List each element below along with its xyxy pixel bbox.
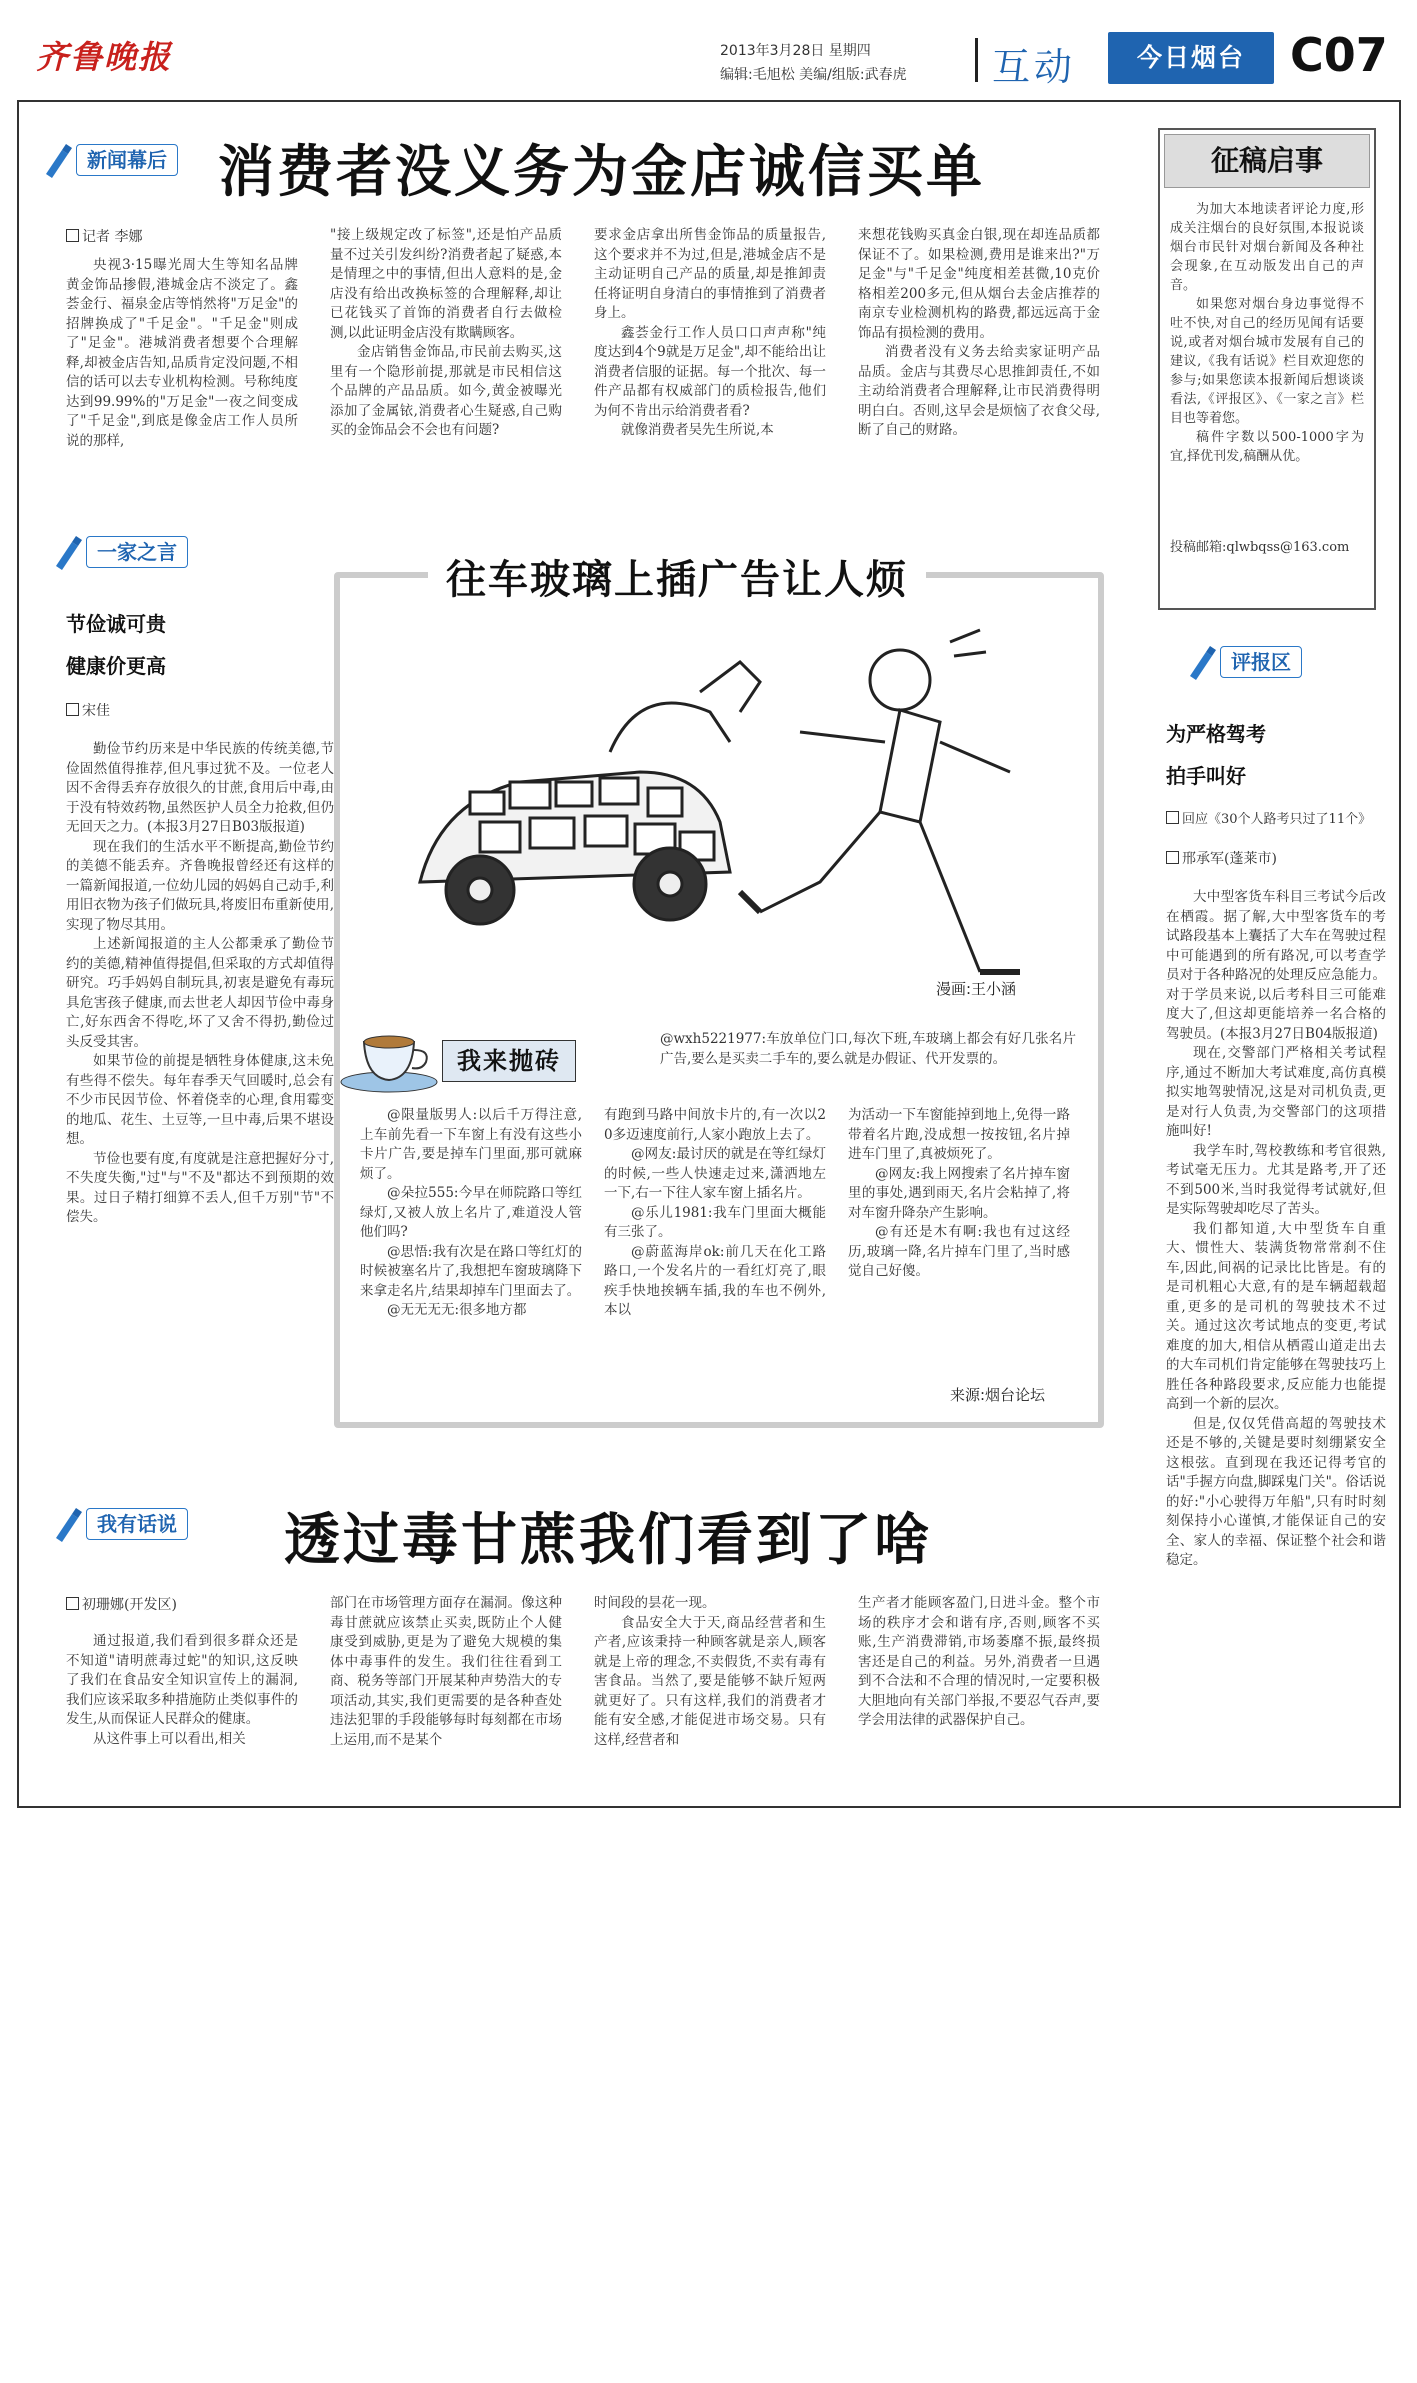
tag-label: 我有话说 — [86, 1508, 188, 1540]
article2-headline: 透过毒甘蔗我们看到了啥 — [284, 1508, 933, 1573]
issue-date: 2013年3月28日 星期四 — [720, 43, 871, 59]
pingbao-body: 大中型客货车科目三考试今后改在栖霞。据了解,大中型客货车的考试路段基本上囊括了大车在驾驶过程中可能遇到的所有路况,可以考查学员对于各种路况的处理反应急能力。对于学员来说,以后考科目三可能难度大了,但这却更能培养一名合格的驾驶员。(本报3月27日B04版报道) 现在,交警部门严格相关考试程序,通过不断加大考试难度,高仿真模拟实地驾驶情况,这是对司机负责,更是对行人负责,为交警部门的这项措施叫好! 我学车时,驾校教练和考官很熟,考试毫无压力。尤其是路考,开了还不到500米,当时我觉得考试就好,但是实际驾驶却吃尽了苦头。 我们都知道,大中型货车自重大、惯性大、装满货物常常刹不住车,因此,间祸的记录比比皆是。有的是司机粗心大意,有的是车辆超载超重,更多的是司机的驾驶技术不过关。通过这次考试地点的变更,考试难度的加大,相信从栖霞山道走出去的大车司机们肯定能够在驾驶技巧上胜任各种路段要求,反应能力也能提高到一个新的层次。 但是,仅仅凭借高超的驾驶技术还是不够的,关键是要时刻绷紧安全这根弦。直到现在我还记得考官的话"手握方向盘,脚踩鬼门关"。俗话说的好:"小心驶得万年船",只有时时刻刻保持小心谨慎,才能保证自己的安全、家人的幸福、保证整个社会和谐稳定。 — [1166, 889, 1386, 1568]
yijia-title-line1: 节俭诚可贵 — [66, 612, 166, 636]
pingbao-title-line2: 拍手叫好 — [1166, 764, 1246, 788]
notice-email[interactable]: 投稿邮箱:qlwbqss@163.com — [1170, 540, 1350, 555]
page-number: C07 — [1290, 28, 1388, 82]
cartoon-credit: 漫画:王小涵 — [936, 980, 1017, 998]
article1-column-2: "接上级规定改了标签",还是怕产品质量不过关引发纠纷?消费者起了疑惑,本是情理之中的事情,但出人意料的是,金店没有给出改换标签的合理解释,却让已花钱买了首饰的消费者自行去做检测,以此证明金店没有欺瞒顾客。 金店销售金饰品,市民前去购买,这里有一个隐形前提,那就是市民相信这个品牌的产品品质。如今,黄金被曝光添加了金属铱,消费者心生疑惑,自己购买的金饰品会不会也有问题? — [330, 227, 562, 438]
article1-headline: 消费者没义务为金店诚信买单 — [218, 140, 985, 205]
article2-author: 初珊娜(开发区) — [66, 1594, 177, 1614]
tag-label: 新闻幕后 — [76, 144, 178, 176]
feature-column-3: 为活动一下车窗能掉到地上,免得一路带着名片跑,没成想一按按钮,名片掉进车门里了,真被烦死了。 @网友:我上网搜索了名片掉车窗里的事处,遇到雨天,名片会粘掉了,将对车窗升降杂产生影响。 @有还是木有啊:我也有过这经历,玻璃一降,名片掉车门里了,当时感觉自己好傻。 — [848, 1107, 1070, 1279]
brick-banner — [334, 1020, 634, 1098]
tag-label: 一家之言 — [86, 536, 188, 568]
feature-title: 往车玻璃上插广告让人烦 — [428, 548, 926, 605]
feature-column-2: 有跑到马路中间放卡片的,有一次以20多迈速度前行,人家小跑放上去了。 @网友:最讨厌的就是在等红绿灯的时候,一些人快速走过来,潇洒地左一下,右一下往人家车窗上插名片。 @乐儿1981:我车门里面大概能有三张了。 @蔚蓝海岸ok:前几天在化工路路口,一个发名片的一看红灯亮了,眼疾手快地挨辆车插,我的车也不例外,本以 — [604, 1107, 826, 1318]
article2-column-1: 通过报道,我们看到很多群众还是不知道"请明蔗毒过蛇"的知识,这反映了我们在食品安全知识宣传上的漏洞,我们应该采取多种措施防止类似事件的发生,从而保证人民群众的健康。 从这件事上可以看出,相关 — [66, 1633, 298, 1747]
feature-source: 来源:烟台论坛 — [950, 1386, 1046, 1404]
teacup-icon — [334, 1020, 444, 1098]
tag-one-voice — [52, 532, 212, 572]
section-name: 互动 — [992, 45, 1077, 89]
article2-column-4: 生产者才能顾客盈门,日进斗金。整个市场的秩序才会和谐有序,否则,顾客不买账,生产消费滞销,市场萎靡不振,最终损害还是自己的利益。另外,消费者一旦遇到不合法和不合理的情况时,一定要积极大胆地向有关部门举报,不要忍气吞声,要学会用法律的武器保护自己。 — [858, 1595, 1100, 1728]
pingbao-title-line1: 为严格驾考 — [1166, 722, 1266, 746]
newspaper-logo: 齐鲁晚报 — [36, 38, 173, 76]
notice-body: 为加大本地读者评论力度,形成关注烟台的良好氛围,本报说谈烟台市民针对烟台新闻及各种社会现象,在互动版发出自己的声音。 如果您对烟台身边事觉得不吐不快,对自己的经历见闻有话要说,或者对烟台城市发展有自己的建议,《我有话说》栏目欢迎您的参与;如果您读本报新闻后想谈谈看法,《评报区》、《一家之言》栏目也等着您。 稿件字数以500-1000字为宜,择优刊发,稿酬从优。 — [1170, 202, 1364, 464]
editor-credits: 编辑:毛旭松 美编/组版:武春虎 — [720, 67, 907, 83]
yijia-author: 宋佳 — [66, 700, 110, 720]
masthead — [0, 0, 1417, 100]
brick-label: 我来抛砖 — [442, 1040, 576, 1082]
article2-column-2: 部门在市场管理方面存在漏洞。像这种毒甘蔗就应该禁止买卖,既防止个人健康受到威胁,更是为了避免大规模的集体中毒事件的发生。我们往往看到工商、税务等部门开展某种声势浩大的专项活动,其实,我们更需要的是各种查处违法犯罪的手段能够每时每刻都在市场上运用,而不是某个 — [330, 1595, 562, 1748]
pen-icon — [52, 1506, 86, 1542]
call-for-papers-box — [1158, 128, 1376, 610]
yijia-body: 勤俭节约历来是中华民族的传统美德,节俭固然值得推荐,但凡事过犹不及。一位老人因不舍得丢弃存放很久的甘蔗,食用后中毒,由于没有特效药物,虽然医护人员全力抢救,但仍无回天之力。(本报3月27日B03版报道) 现在我们的生活水平不断提高,勤俭节约的美德不能丢弃。齐鲁晚报曾经还有这样的一篇新闻报道,一位幼儿园的妈妈自己动手,利用旧衣物为孩子们做玩具,将废旧布重新使用,实现了物尽其用。 上述新闻报道的主人公都秉承了勤俭节约的美德,精神值得提倡,但采取的方式却值得研究。巧手妈妈自制玩具,初衷是避免有毒玩具危害孩子健康,而去世老人却因节俭中毒身亡,好东西舍不得吃,坏了又舍不得扔,勤俭过头反受其害。 如果节俭的前提是牺牲身体健康,这未免有些得不偿失。每年春季天气回暖时,总会有不少市民因节俭、怀着侥幸的心理,食用霉变的地瓜、花生、土豆等,一旦中毒,后果不堪设想。 节俭也要有度,有度就是注意把握好分寸,不失度失衡,"过"与"不及"都达不到预期的效果。过日子精打细算不丢人,但千万别"节"不偿失。 — [66, 741, 334, 1225]
edition-label: 今日烟台 — [1136, 43, 1245, 72]
tag-i-have-a-say — [52, 1504, 212, 1544]
cartoon-illustration — [380, 622, 1060, 1022]
yijia-title-line2: 健康价更高 — [66, 654, 166, 678]
notice-title-bar: 征稿启事 — [1164, 134, 1370, 188]
article2-column-3: 时间段的昙花一现。 食品安全大于天,商品经营者和生产者,应该秉持一种顾客就是亲人,顾客就是上帝的理念,不卖假货,不卖有毒有害食品。当然了,要是能够不缺斤短两就更好了。只有这样,我们的消费者才能有安全感,才能促进市场交易。只有这样,经营者和 — [594, 1595, 826, 1748]
feature-column-1: @限量版男人:以后千万得注意,上车前先看一下车窗上有没有这些小卡片广告,要是掉车门里面,那可就麻烦了。 @朵拉555:今早在师院路口等红绿灯,又被人放上名片了,难道没人管他们吗? @思悟:我有次是在路口等红灯的时候被塞名片了,我想把车窗玻璃降下来拿走名片,结果却掉车门里面去了。 @无无无无:很多地方都 — [360, 1107, 582, 1318]
header-divider — [975, 38, 978, 82]
article1-column-4: 来想花钱购买真金白银,现在却连品质都保证不了。如果检测,费用是谁来出?"万足金"与"千足金"纯度相差甚微,10克价格相差200多元,但从烟台去金店推荐的南京专业检测机构的路费,都远远高于金饰品有损检测的费用。 消费者没有义务去给卖家证明产品品质。金店与其费尽心思推卸责任,不如主动给消费者合理解释,让市民消费得明明白白。否则,这早会是烦恼了衣食父母,断了自己的财路。 — [858, 227, 1100, 438]
tag-news-behind — [42, 140, 202, 180]
pen-icon — [52, 534, 86, 570]
article1-author: 记者 李娜 — [66, 226, 142, 246]
tag-label: 评报区 — [1220, 646, 1302, 678]
article1-column-1: 央视3·15曝光周大生等知名品牌黄金饰品掺假,港城金店不淡定了。鑫荟金行、福泉金店等悄然将"万足金"的招牌换成了"千足金"。"千足金"则成了"足金"。港城消费者想要个合理解释,却被金店告知,品质肯定没问题,不相信的话可以去专业机构检测。号称纯度达到99.99%的"万足金"一夜之间变成了"千足金",到底是像金店工作人员所说的那样, — [66, 257, 298, 449]
pen-icon — [1186, 644, 1220, 680]
pingbao-reply-to: 回应《30个人路考只过了11个》 — [1166, 808, 1371, 827]
tag-review-zone — [1186, 642, 1336, 682]
article1-column-3: 要求金店拿出所售金饰品的质量报告,这个要求并不为过,但是,港城金店不是主动证明自己产品的质量,却是推卸责任将证明自身清白的事情推到了消费者身上。 鑫荟金行工作人员口口声声称"纯度达到4个9就是万足金",却不能给出让消费者信服的证据。每一个批次、每一件产品都有权威部门的质检报告,他们为何不肯出示给消费者看? 就像消费者吴先生所说,本 — [594, 227, 826, 438]
pen-icon — [42, 142, 76, 178]
pingbao-author: 邢承军(蓬莱市) — [1166, 848, 1277, 868]
brick-intro-text: @wxh5221977:车放单位门口,每次下班,车玻璃上都会有好几张名片广告,要么是买卖二手车的,要么就是办假证、代开发票的。 — [660, 1031, 1076, 1067]
